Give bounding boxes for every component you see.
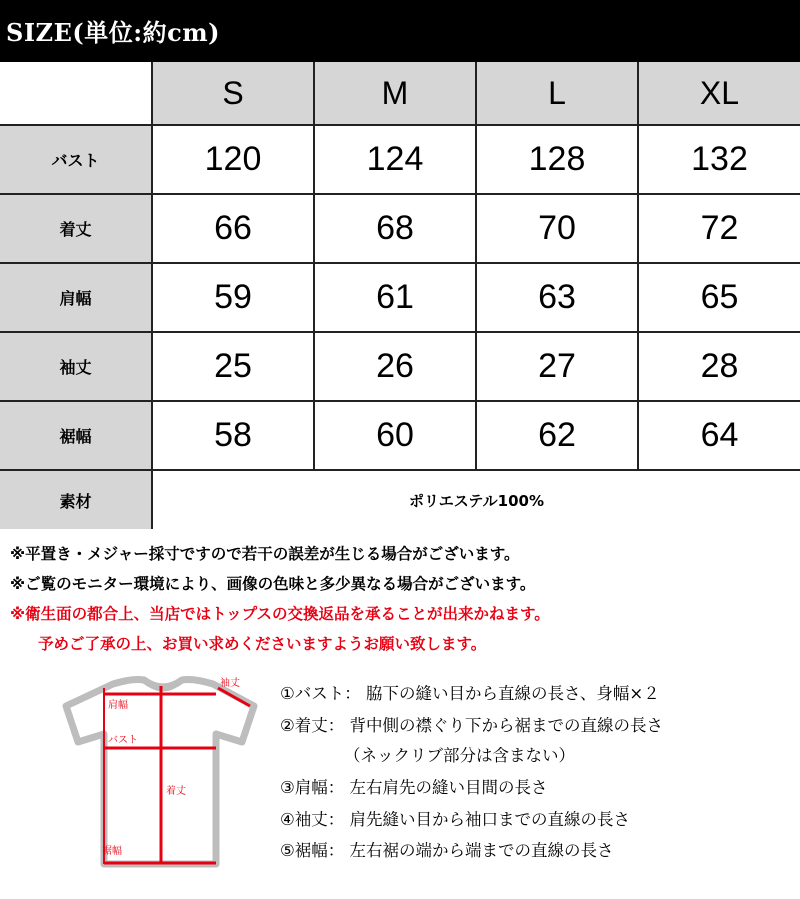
table-cell: 63: [477, 264, 639, 331]
table-cell: 124: [315, 126, 477, 193]
note-acknowledge: 予めご了承の上、お買い求めくださいますようお願い致します。: [38, 635, 487, 653]
size-table: [0, 62, 800, 531]
diagram-label-length: 着丈: [166, 786, 186, 797]
size-header-m: M: [315, 62, 477, 124]
legend-item-hem: ⑤裾幅： 左右裾の端から端までの直線の長さ: [280, 841, 614, 860]
size-header-l: L: [477, 62, 639, 124]
table-cell: 64: [700, 416, 739, 454]
table-row-length: [0, 195, 800, 264]
table-row-sleeve: [0, 333, 800, 402]
table-cell: 128: [477, 126, 639, 193]
row-label-material: 素材: [0, 471, 153, 529]
legend-item-shoulder: ③肩幅： 左右肩先の縫い目間の長さ: [280, 778, 548, 797]
table-cell: 62: [477, 402, 639, 469]
table-header-row: [0, 62, 800, 126]
row-label-shoulder: 肩幅: [0, 264, 153, 331]
table-cell: 120: [153, 126, 315, 193]
legend-item-length-note: （ネックリブ部分は含まない）: [344, 746, 575, 765]
table-cell: 58: [153, 402, 315, 469]
title-bar: [0, 0, 800, 62]
row-label-sleeve: 袖丈: [0, 333, 153, 400]
table-cell: 25: [153, 333, 315, 400]
row-label-hem: 裾幅: [0, 402, 153, 469]
table-cell: 65: [700, 278, 739, 316]
table-cell: 66: [153, 195, 315, 262]
diagram-label-bust: バスト: [108, 735, 138, 746]
legend-item-bust: ①バスト： 脇下の縫い目から直線の長さ、身幅×２: [280, 684, 660, 703]
table-cell: 72: [700, 209, 739, 247]
legend-item-sleeve: ④袖丈： 肩先縫い目から袖口までの直線の長さ: [280, 810, 631, 829]
table-cell: 28: [700, 347, 739, 385]
row-label-bust: バスト: [0, 126, 153, 193]
size-header-xl: XL: [639, 62, 800, 124]
table-corner-cell: [0, 62, 153, 124]
table-cell: 70: [477, 195, 639, 262]
table-row-material: [0, 471, 800, 529]
table-cell: 132: [691, 140, 748, 178]
table-cell: 68: [315, 195, 477, 262]
size-header-s: S: [153, 62, 315, 124]
row-label-length: 着丈: [0, 195, 153, 262]
tshirt-diagram: [58, 664, 268, 874]
table-cell: 60: [315, 402, 477, 469]
diagram-label-sleeve: 袖丈: [220, 678, 240, 689]
note-measurement: ※平置き・メジャー採寸ですので若干の誤差が生じる場合がございます。: [10, 545, 520, 563]
table-row-hem: [0, 402, 800, 471]
page-title: SIZE(単位:約cm): [6, 18, 220, 47]
note-hygiene: ※衛生面の都合上、当店ではトップスの交換返品を承ることが出来かねます。: [10, 605, 550, 623]
diagram-label-shoulder: 肩幅: [108, 700, 128, 711]
note-monitor: ※ご覧のモニター環境により、画像の色味と多少異なる場合がございます。: [10, 575, 536, 593]
diagram-label-hem: 裾幅: [102, 846, 122, 857]
table-cell: 59: [153, 264, 315, 331]
tshirt-svg: [58, 664, 268, 874]
table-cell: 61: [315, 264, 477, 331]
table-row-shoulder: [0, 264, 800, 333]
material-value: ポリエステル100%: [409, 491, 544, 510]
table-row-bust: [0, 126, 800, 195]
table-cell: 26: [315, 333, 477, 400]
table-cell: 27: [477, 333, 639, 400]
legend-item-length: ②着丈： 背中側の襟ぐり下から裾までの直線の長さ: [280, 716, 664, 735]
